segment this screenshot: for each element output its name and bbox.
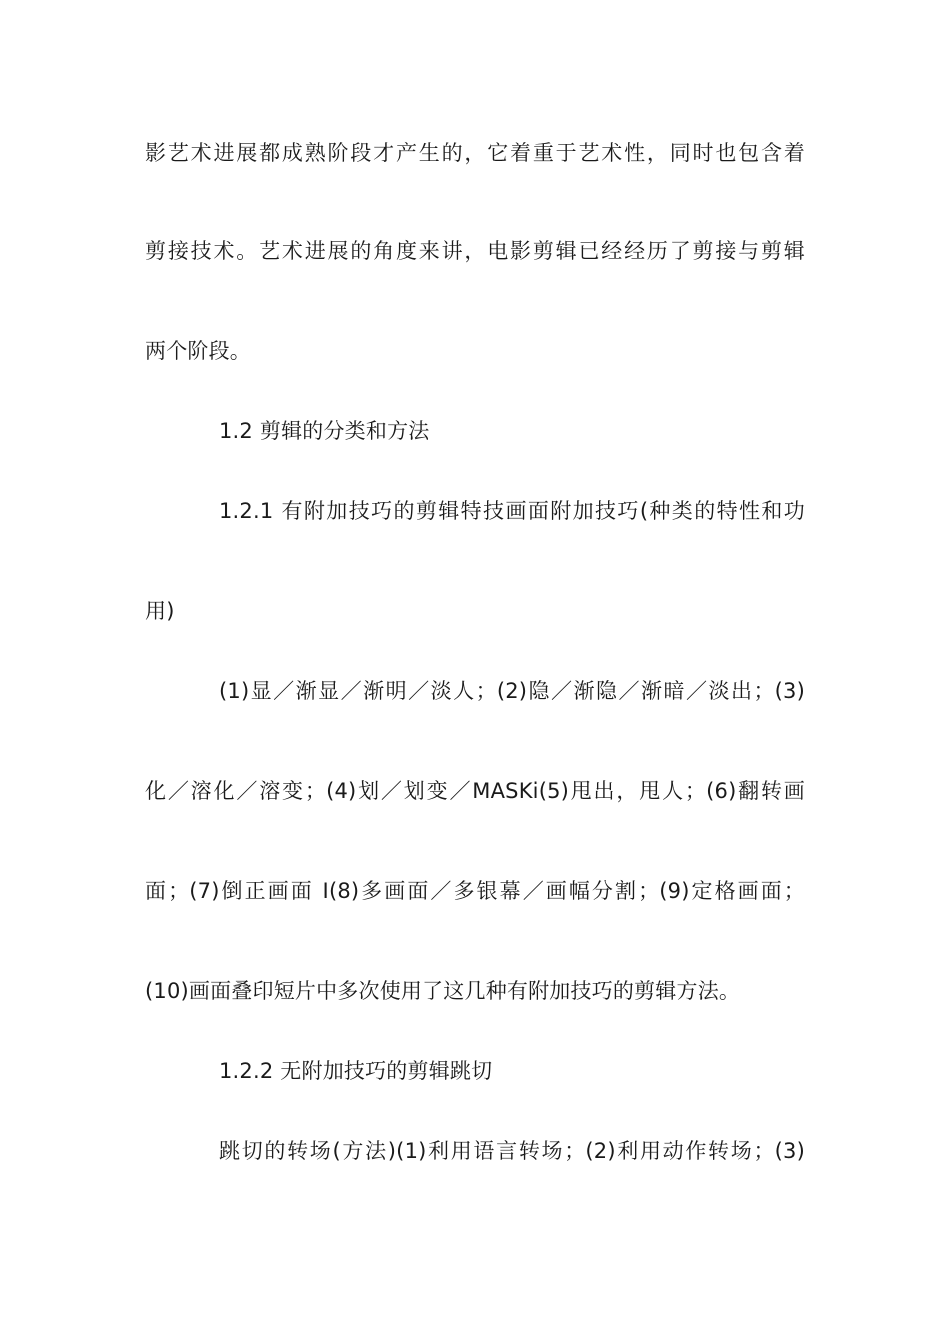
subsection-heading-1-2-1: 1.2.1 有附加技巧的剪辑特技画面附加技巧(种类的特性和功	[219, 499, 805, 523]
paragraph-line-1: 影艺术进展都成熟阶段才产生的，它着重于艺术性，同时也包含着	[145, 141, 805, 165]
subsection-heading-1-2-1-continued: 用)	[145, 599, 175, 623]
list-line-3: 面；(7)倒正画面 I(8)多画面／多银幕／画幅分割；(9)定格画面；	[145, 879, 805, 903]
paragraph-jump-cut: 跳切的转场(方法)(1)利用语言转场；(2)利用动作转场；(3)	[219, 1139, 805, 1163]
paragraph-line-2: 剪接技术。艺术进展的角度来讲，电影剪辑已经经历了剪接与剪辑	[145, 239, 805, 263]
paragraph-line-3: 两个阶段。	[145, 339, 251, 363]
list-line-4: (10)画面叠印短片中多次使用了这几种有附加技巧的剪辑方法。	[145, 979, 741, 1003]
subsection-heading-1-2-2: 1.2.2 无附加技巧的剪辑跳切	[219, 1059, 493, 1083]
list-line-2: 化／溶化／溶变；(4)划／划变／MASKi(5)甩出，甩人；(6)翻转画	[145, 779, 805, 803]
list-line-1: (1)显／渐显／渐明／淡人；(2)隐／渐隐／渐暗／淡出；(3)	[219, 679, 805, 703]
section-heading-1-2: 1.2 剪辑的分类和方法	[219, 419, 430, 443]
